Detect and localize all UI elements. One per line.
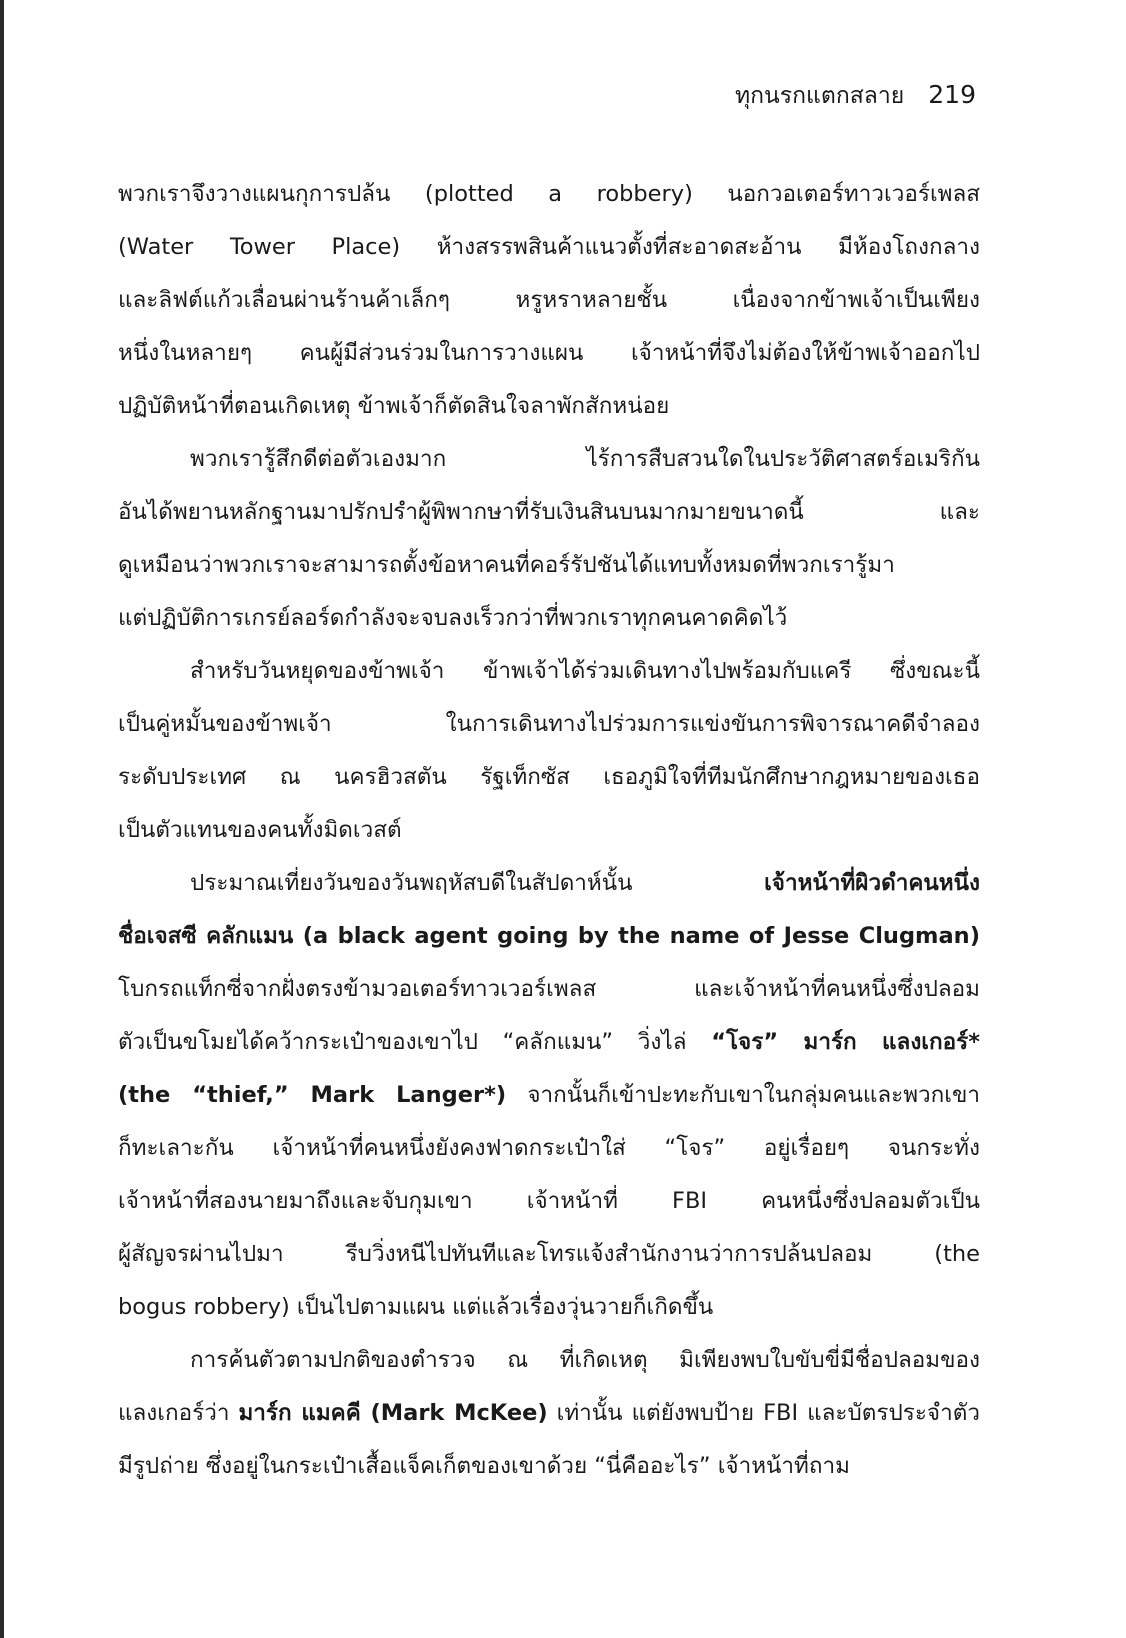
text-segment: หนึ่งในหลายๆ คนผู้มีส่วนร่วมในการวางแผน เจ้าหน้าที่จึงไม่ต้องให้ข้าพเจ้าออกไป [118,340,980,366]
text-line [118,221,980,274]
body-text [118,168,980,1493]
bold-text-segment: เจ้าหน้าที่ผิวดำคนหนึ่ง [764,870,980,896]
text-segment: พวกเรารู้สึกดีต่อตัวเองมาก ไร้การสืบสวนใดในประวัติศาสตร์อเมริกัน [190,446,980,472]
text-line [118,910,980,963]
text-line [118,380,980,433]
text-segment: โบกรถแท็กซี่จากฝั่งตรงข้ามวอเตอร์ทาวเวอร์เพลส และเจ้าหน้าที่คนหนึ่งซึ่งปลอม [118,976,980,1002]
text-line [118,433,980,486]
text-line [118,274,980,327]
text-line [118,1281,980,1334]
text-segment: สำหรับวันหยุดของข้าพเจ้า ข้าพเจ้าได้ร่วมเดินทางไปพร้อมกับแครี ซึ่งขณะนี้ [190,658,980,684]
text-segment: แต่ปฏิบัติการเกรย์ลอร์ดกำลังจะจบลงเร็วกว่าที่พวกเราทุกคนคาดคิดไว้ [118,605,788,631]
running-title: ทุกนรกแตกสลาย [734,83,905,109]
text-segment: ตัวเป็นขโมยได้คว้ากระเป๋าของเขาไป “คลักแมน” วิ่งไล่ [118,1029,712,1055]
text-line [118,857,980,910]
text-segment: ผู้สัญจรผ่านไปมา รีบวิ่งหนีไปทันทีและโทรแจ้งสำนักงานว่าการปล้นปลอม (the [118,1241,980,1267]
text-line [118,1440,980,1493]
text-line [118,592,980,645]
text-segment: อันได้พยานหลักฐานมาปรักปรำผู้พิพากษาที่รับเงินสินบนมากมายขนาดนี้ และ [118,499,980,525]
text-segment: ดูเหมือนว่าพวกเราจะสามารถตั้งข้อหาคนที่คอร์รัปชันได้แทบทั้งหมดที่พวกเรารู้มา [118,552,895,578]
text-line [118,327,980,380]
text-line [118,698,980,751]
text-segment: มีรูปถ่าย ซึ่งอยู่ในกระเป๋าเสื้อแจ็คเก็ตของเขาด้วย “นี่คืออะไร” เจ้าหน้าที่ถาม [118,1453,850,1479]
text-line [118,486,980,539]
text-segment: และลิฟต์แก้วเลื่อนผ่านร้านค้าเล็กๆ หรูหราหลายชั้น เนื่องจากข้าพเจ้าเป็นเพียง [118,287,980,313]
running-header [735,78,976,114]
text-line [118,1334,980,1387]
text-segment: เจ้าหน้าที่สองนายมาถึงและจับกุมเขา เจ้าหน้าที่ FBI คนหนึ่งซึ่งปลอมตัวเป็น [118,1188,980,1214]
text-segment: เป็นตัวแทนของคนทั้งมิดเวสต์ [118,817,402,843]
text-line [118,751,980,804]
text-line [118,1069,980,1122]
text-segment: ระดับประเทศ ณ นครฮิวสตัน รัฐเท็กซัส เธอภูมิใจที่ทีมนักศึกษากฎหมายของเธอ [118,764,980,790]
text-segment: จากนั้นก็เข้าปะทะกับเขาในกลุ่มคนและพวกเขา [506,1082,980,1108]
text-line [118,1387,980,1440]
text-line [118,1175,980,1228]
text-segment: ปฏิบัติหน้าที่ตอนเกิดเหตุ ข้าพเจ้าก็ตัดสินใจลาพักสักหน่อย [118,393,670,419]
text-segment: การค้นตัวตามปกติของตำรวจ ณ ที่เกิดเหตุ มิเพียงพบใบขับขี่มีชื่อปลอมของ [190,1347,980,1373]
bold-text-segment: “โจร” มาร์ก แลงเกอร์* [711,1029,980,1055]
text-segment: ประมาณเที่ยงวันของวันพฤหัสบดีในสัปดาห์นั้น [190,870,765,896]
page-edge-border [0,0,4,1638]
bold-text-segment: ชื่อเจสซี คลักแมน (a black agent going by the name of Jesse Clugman) [118,923,980,949]
text-segment: bogus robbery) เป็นไปตามแผน แต่แล้วเรื่องวุ่นวายก็เกิดขึ้น [118,1294,714,1320]
text-segment: แลงเกอร์ว่า [118,1400,239,1426]
page-number: 219 [928,80,976,109]
text-line [118,645,980,698]
text-line [118,539,980,592]
text-segment: ก็ทะเลาะกัน เจ้าหน้าที่คนหนึ่งยังคงฟาดกระเป๋าใส่ “โจร” อยู่เรื่อยๆ จนกระทั่ง [118,1135,980,1161]
text-line [118,168,980,221]
text-line [118,963,980,1016]
text-line [118,1228,980,1281]
text-segment: เท่านั้น แต่ยังพบป้าย FBI และบัตรประจำตัว [547,1400,980,1426]
text-segment: พวกเราจึงวางแผนกุการปล้น (plotted a robbery) นอกวอเตอร์ทาวเวอร์เพลส [118,181,980,207]
bold-text-segment: มาร์ก แมคคี (Mark McKee) [238,1400,548,1426]
text-line [118,1016,980,1069]
bold-text-segment: (the “thief,” Mark Langer*) [118,1082,507,1108]
text-line [118,804,980,857]
text-segment: (Water Tower Place) ห้างสรรพสินค้าแนวตั้งที่สะอาดสะอ้าน มีห้องโถงกลาง [118,234,980,260]
text-line [118,1122,980,1175]
text-segment: เป็นคู่หมั้นของข้าพเจ้า ในการเดินทางไปร่วมการแข่งขันการพิจารณาคดีจำลอง [118,711,980,737]
